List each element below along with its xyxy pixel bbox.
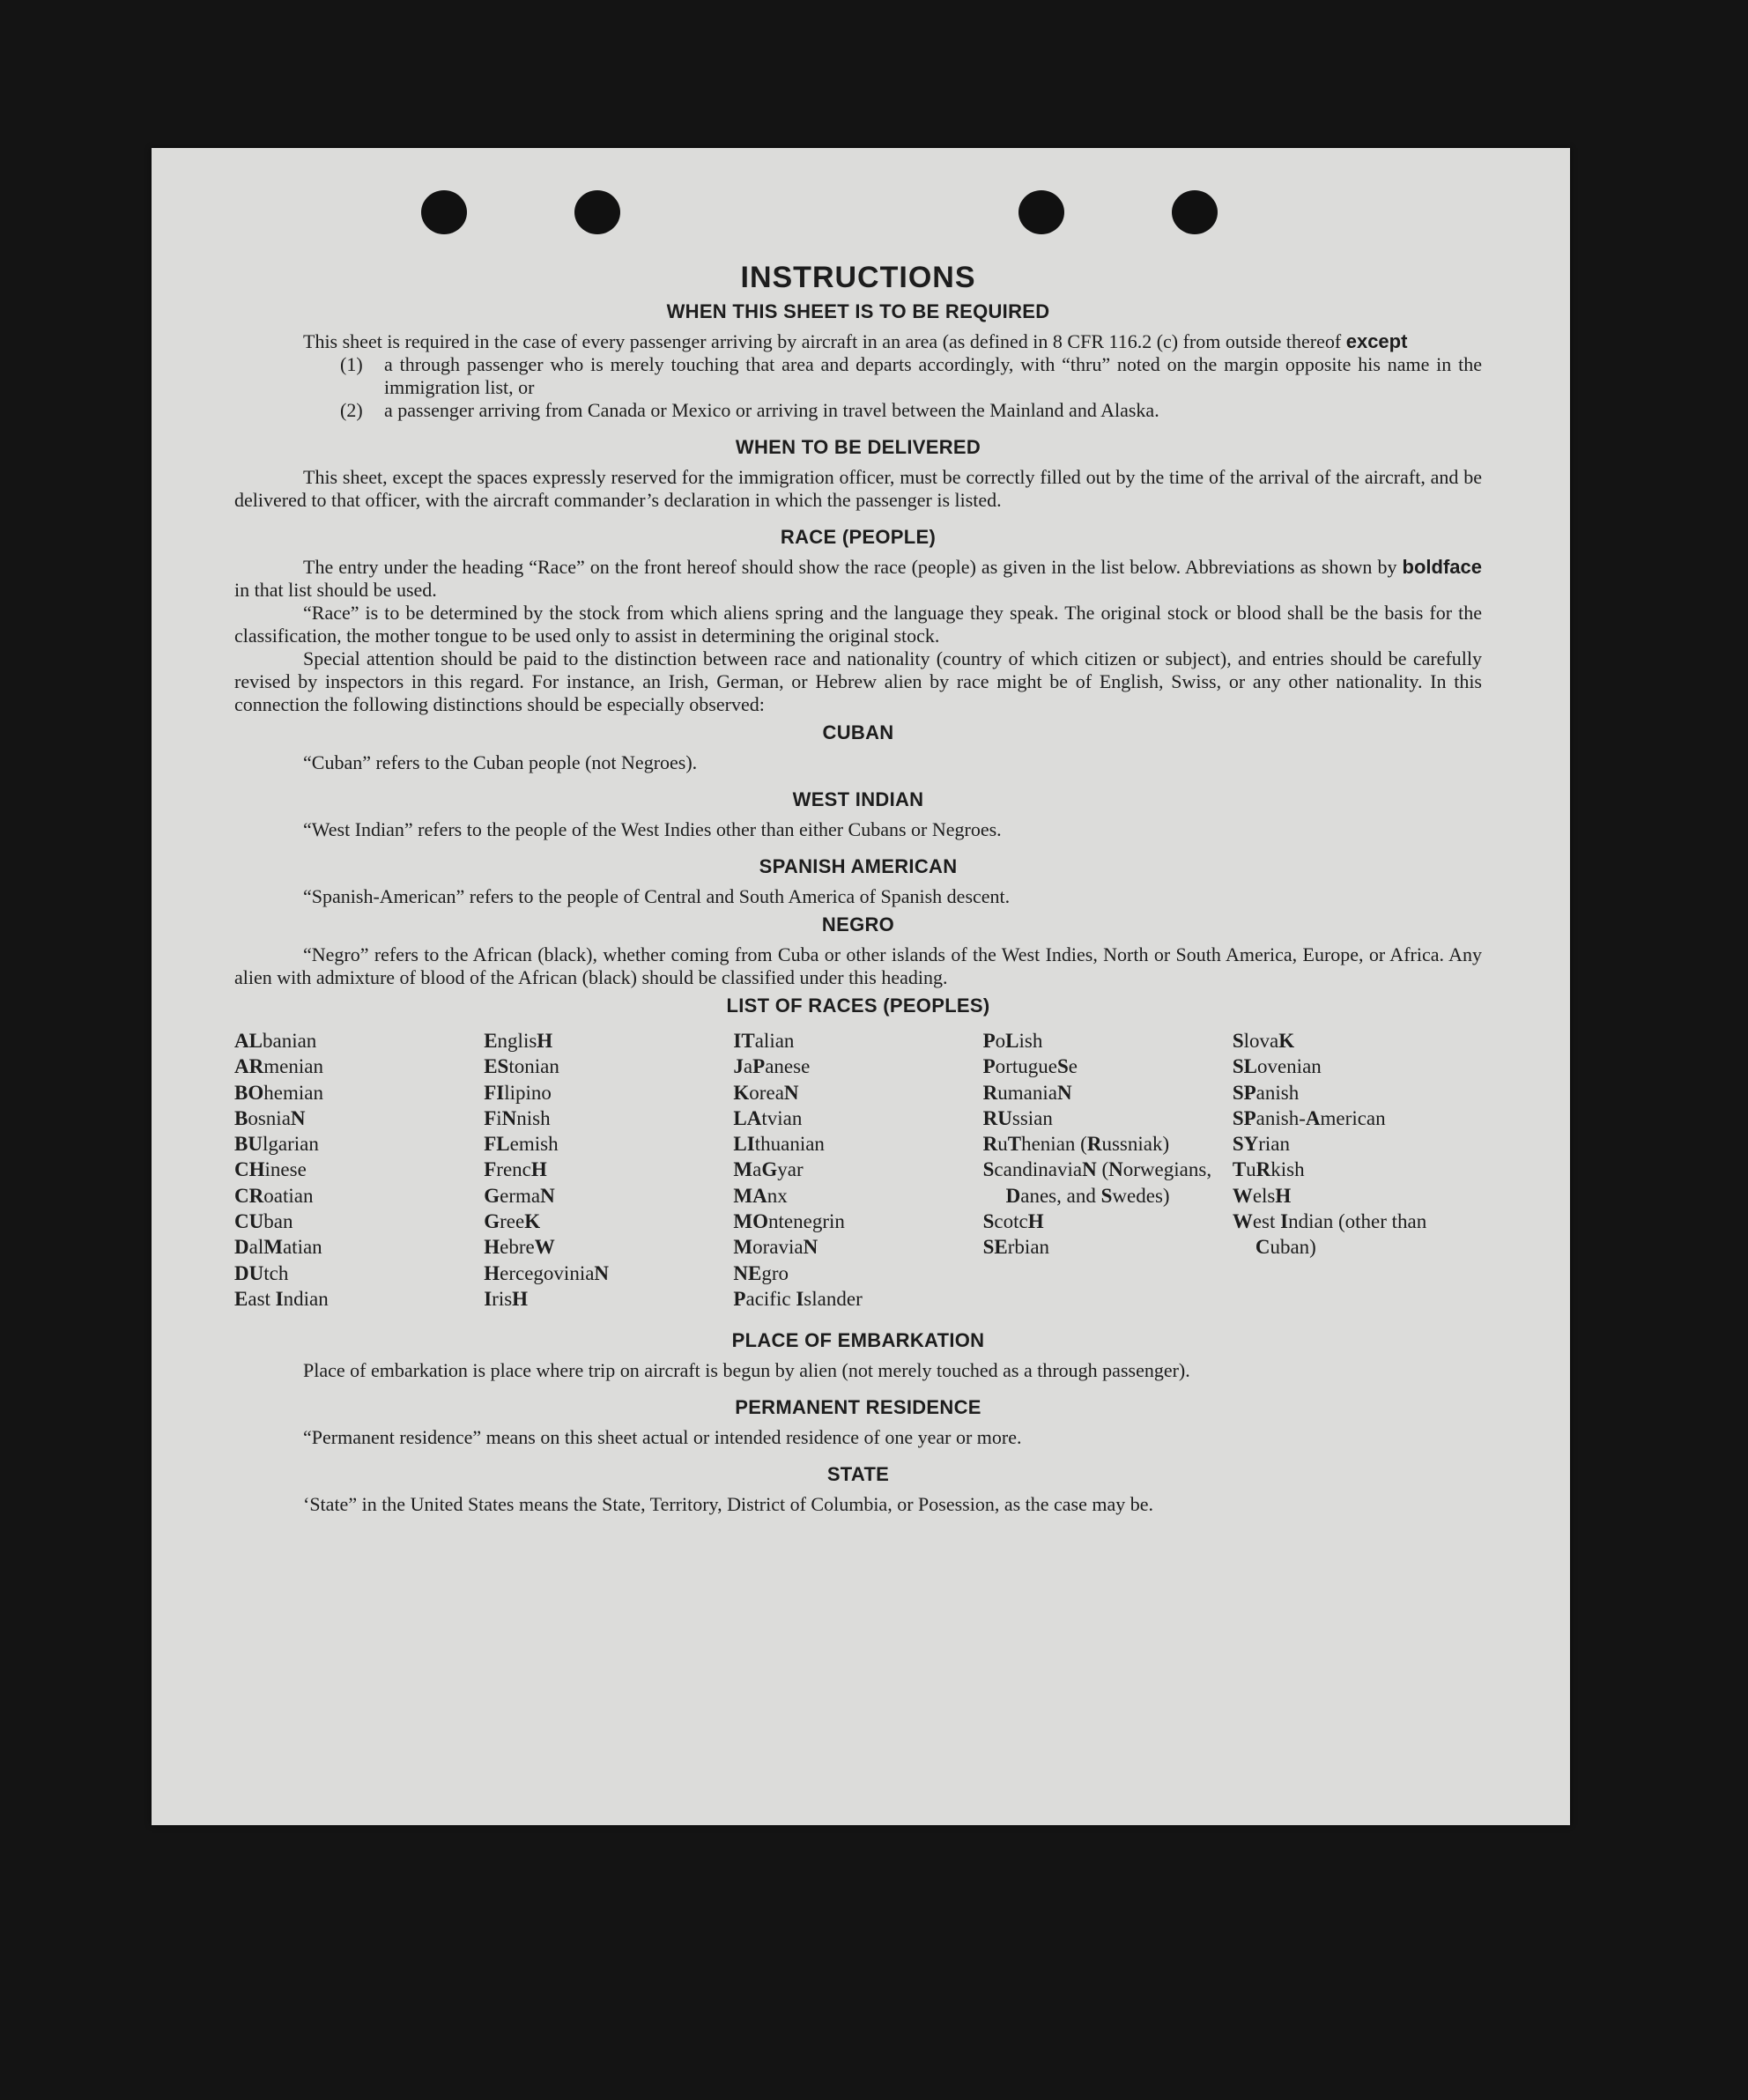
embarkation-text: Place of embarkation is place where trip on aircraft is begun by alien (not merely touched as a through passenger). xyxy=(303,1359,1190,1382)
list-item-text: a through passenger who is merely touching that area and departs accordingly, with “thru” noted on the margin opposite his name in the immigration list, or xyxy=(384,353,1482,398)
race-item: CUban xyxy=(234,1210,293,1233)
heading-cuban: CUBAN xyxy=(822,721,894,743)
race-item: GreeK xyxy=(484,1210,541,1233)
race-item: DUtch xyxy=(234,1261,289,1284)
race-item: SLovenian xyxy=(1232,1055,1322,1078)
heading-spanish-american: SPANISH AMERICAN xyxy=(759,855,958,877)
race-item: FiNnish xyxy=(484,1106,551,1129)
race-item: CHinese xyxy=(234,1158,307,1181)
race-item: West Indian (other than Cuban) xyxy=(1232,1210,1427,1259)
race-item: JaPanese xyxy=(733,1055,811,1078)
race-item: RUssian xyxy=(982,1106,1053,1129)
spanish-american-text: “Spanish-American” refers to the people of Central and South America of Spanish descent. xyxy=(303,885,1011,907)
race-item: Pacific Islander xyxy=(733,1287,863,1310)
race-item: BosniaN xyxy=(234,1106,306,1129)
heading-required: WHEN THIS SHEET IS TO BE REQUIRED xyxy=(666,300,1050,322)
page-title: INSTRUCTIONS xyxy=(740,261,976,294)
race-item: LAtvian xyxy=(733,1106,803,1129)
race-item: RumaniaN xyxy=(982,1081,1072,1104)
race-paragraph-1: The entry under the heading “Race” on the front hereof should show the race (people) as given in the list below. Abbreviations as shown by boldface in that list should be used. xyxy=(234,556,1482,601)
race-item: EStonian xyxy=(484,1055,559,1078)
race-column xyxy=(234,1028,484,1312)
list-item xyxy=(234,353,1482,399)
race-item: ITalian xyxy=(733,1030,795,1052)
required-intro-bold: except xyxy=(1345,330,1408,352)
race-item: East Indian xyxy=(234,1287,329,1310)
race-item: WelsH xyxy=(1232,1184,1292,1207)
punch-hole xyxy=(1018,190,1064,234)
race-item: ALbanian xyxy=(234,1030,317,1052)
state-text: ‘State” in the United States means the State, Territory, District of Columbia, or Posession, as the case may be. xyxy=(303,1493,1154,1516)
race-item: PortugueSe xyxy=(982,1055,1078,1078)
race-item: NEgro xyxy=(733,1261,789,1284)
list-item-number: (2) xyxy=(340,399,363,421)
race-item: SlovaK xyxy=(1232,1030,1295,1052)
document-sheet xyxy=(152,148,1570,1825)
required-intro: This sheet is required in the case of every passenger arriving by aircraft in an area (as defined in 8 CFR 116.2 (c) from outside thereof except xyxy=(303,330,1408,352)
punch-hole xyxy=(574,190,620,234)
race-item: MOntenegrin xyxy=(733,1210,845,1233)
punch-hole xyxy=(1172,190,1218,234)
race-item: ScandinaviaN (Norwegians, Danes, and Swedes) xyxy=(982,1158,1212,1207)
race-item: HercegoviniaN xyxy=(484,1261,610,1284)
race-column xyxy=(733,1028,982,1312)
race-item: SPanish xyxy=(1232,1081,1300,1104)
heading-delivered: WHEN TO BE DELIVERED xyxy=(735,436,981,458)
race-item: PoLish xyxy=(982,1030,1043,1052)
race-item: SErbian xyxy=(982,1236,1050,1259)
list-item-text: a passenger arriving from Canada or Mexico or arriving in travel between the Mainland and Alaska. xyxy=(384,399,1159,421)
race-item: ScotcH xyxy=(982,1210,1044,1233)
race-item: MoraviaN xyxy=(733,1236,818,1259)
heading-race: RACE (PEOPLE) xyxy=(780,526,937,548)
race-item: FLemish xyxy=(484,1133,559,1156)
negro-text: “Negro” refers to the African (black), whether coming from Cuba or other islands of the West Indies, North or South America, Europe, or Africa. Any alien with admixture of blood of the African (black) should be classified under this heading. xyxy=(234,943,1482,988)
race-item: HebreW xyxy=(484,1236,555,1259)
race-item: GermaN xyxy=(484,1184,555,1207)
race-item: FIlipino xyxy=(484,1081,552,1104)
list-item xyxy=(234,399,1482,422)
race-item: BOhemian xyxy=(234,1081,323,1104)
race-item: TuRkish xyxy=(1232,1158,1305,1181)
heading-residence: PERMANENT RESIDENCE xyxy=(735,1396,981,1419)
list-item-number: (1) xyxy=(340,353,363,375)
race-column xyxy=(484,1028,733,1312)
race-item: RuThenian (Russniak) xyxy=(982,1133,1170,1156)
race-paragraph-2: “Race” is to be determined by the stock from which aliens spring and the language they speak. The original stock or blood shall be the basis for the classification, the mother tongue to be used only to assist in determining the original stock. xyxy=(234,602,1482,647)
race-item: FrencH xyxy=(484,1158,547,1181)
race-paragraph-3: Special attention should be paid to the distinction between race and nationality (country of which citizen or subject), and entries should be carefully revised by inspectors in this regard. For instance, an Irish, German, or Hebrew alien by race might be of English, Swiss, or any other nationality. In this connection the following distinctions should be especially observed: xyxy=(234,647,1482,715)
race-item: SYrian xyxy=(1232,1133,1291,1156)
race-column xyxy=(1233,1028,1482,1312)
instructions-content xyxy=(234,261,1482,1516)
race-item: CRoatian xyxy=(234,1184,314,1207)
race-item: MaGyar xyxy=(733,1158,804,1181)
race-item: BUlgarian xyxy=(234,1133,319,1156)
race-item: ARmenian xyxy=(234,1055,323,1078)
races-list xyxy=(234,1028,1482,1312)
heading-list-of-races: LIST OF RACES (PEOPLES) xyxy=(726,995,990,1017)
delivered-text: This sheet, except the spaces expressly reserved for the immigration officer, must be correctly filled out by the time of the arrival of the aircraft, and be delivered to that officer, with the aircraft commander’s declaration in which the passenger is listed. xyxy=(234,466,1482,511)
cuban-text: “Cuban” refers to the Cuban people (not Negroes). xyxy=(303,751,698,773)
boldface-word: boldface xyxy=(1402,556,1482,578)
west-indian-text: “West Indian” refers to the people of the West Indies other than either Cubans or Negroes. xyxy=(303,818,1002,840)
race-item: DalMatian xyxy=(234,1236,322,1259)
punch-hole xyxy=(421,190,467,234)
race-item: SPanish-American xyxy=(1232,1106,1386,1129)
race-item: IrisH xyxy=(484,1287,529,1310)
heading-embarkation: PLACE OF EMBARKATION xyxy=(731,1329,985,1352)
residence-text: “Permanent residence” means on this sheet actual or intended residence of one year or more. xyxy=(303,1426,1022,1449)
heading-west-indian: WEST INDIAN xyxy=(792,788,924,810)
race-item: LIthuanian xyxy=(733,1133,825,1156)
heading-negro: NEGRO xyxy=(821,913,895,935)
race-item: EnglisH xyxy=(484,1030,553,1052)
race-item: MAnx xyxy=(733,1184,788,1207)
race-column xyxy=(983,1028,1233,1312)
race-item: KoreaN xyxy=(733,1081,799,1104)
heading-state: STATE xyxy=(826,1463,890,1486)
